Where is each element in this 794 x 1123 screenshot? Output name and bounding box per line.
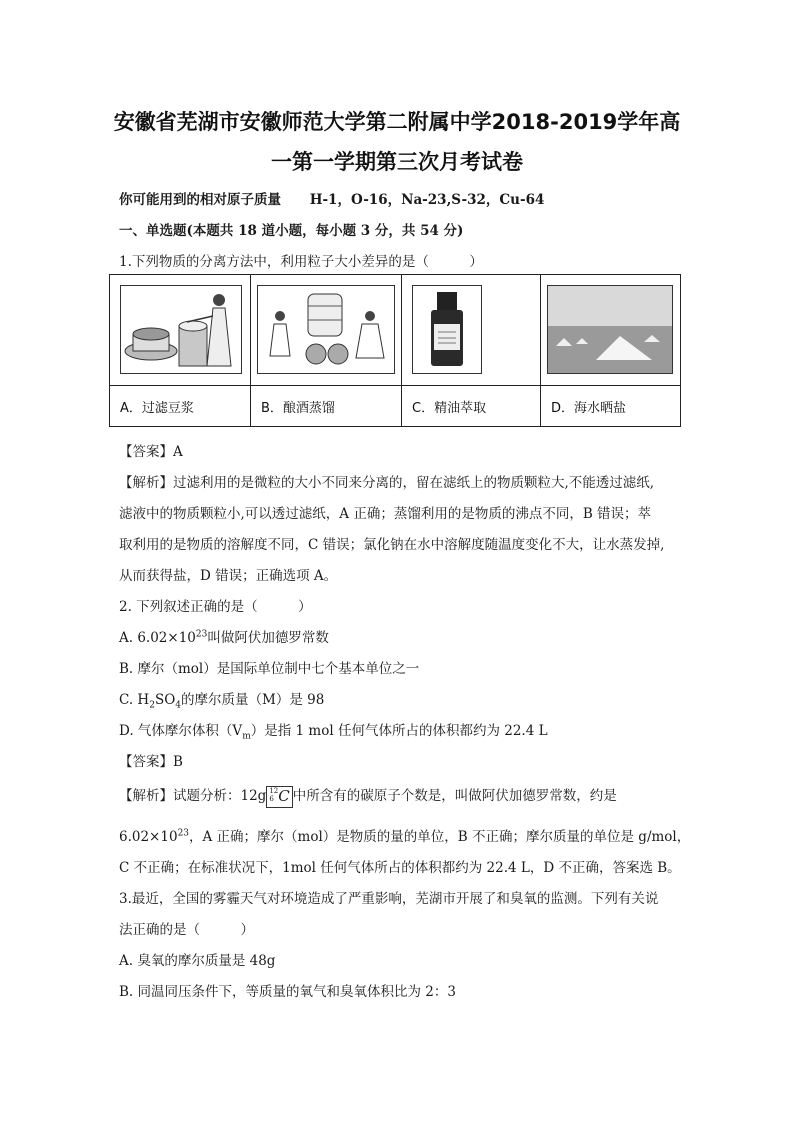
sea-salt-pans-image <box>547 285 673 374</box>
option-c-image-cell <box>402 275 541 386</box>
section-heading: 一、单选题(本题共 18 道小题，每小题 3 分，共 54 分) <box>119 223 464 239</box>
question-2-analysis-line: C 不正确；在标准状况下，1mol 任何气体所占的体积都约为 22.4 L，D 不正确，答案选 B。 <box>119 860 681 876</box>
question-1-analysis-line: 从而获得盐，D 错误；正确选项 A。 <box>119 568 338 584</box>
question-3-stem: 3.最近，全国的雾霾天气对环境造成了严重影响，芜湖市开展了和臭氧的监测。下列有关说 <box>119 891 659 907</box>
atomic-masses-label: 你可能用到的相对原子质量 <box>119 192 281 208</box>
question-2-option-c: C. $H_2SO_4$的摩尔质量（M）是 98 <box>119 692 325 711</box>
title-line-1: 安徽省芜湖市安徽师范大学第二附属中学2018-2019学年高 <box>113 110 681 134</box>
question-1-analysis-line: 【解析】过滤利用的是微粒的大小不同来分离的，留在滤纸上的物质颗粒大,不能透过滤纸, <box>119 475 655 491</box>
question-2-option-b: B. 摩尔（mol）是国际单位制中七个基本单位之一 <box>119 661 420 677</box>
question-1-stem: 1.下列物质的分离方法中，利用粒子大小差异的是（ ） <box>119 254 483 270</box>
option-d-image-cell <box>541 275 681 386</box>
essential-oil-bottle-image <box>412 285 482 374</box>
question-3-option-a: A. 臭氧的摩尔质量是 48g <box>119 953 276 969</box>
question-2-answer: 【答案】B <box>119 754 183 770</box>
question-2-analysis-line: 【解析】试题分析：12g 12 6 C 中所含有的碳原子个数是，叫做阿伏加德罗常数，约是 <box>119 784 617 808</box>
question-3-option-b: B. 同温同压条件下，等质量的氧气和臭氧体积比为 2：3 <box>119 984 456 1000</box>
question-2-analysis-line: $6.02\times 10^{23}$，A 正确；摩尔（mol）是物质的量的单位，B 不正确；摩尔质量的单位是 g/mol， <box>119 828 691 845</box>
question-2-option-d: D. 气体摩尔体积$(V_m)$是指 1 mol 任何气体所占的体积都约为 22.4 L <box>119 723 548 742</box>
option-c-label: C．精油萃取 <box>402 386 541 427</box>
option-b-label: B．酿酒蒸馏 <box>251 386 402 427</box>
title-line-2: 一第一学期第三次月考试卷 <box>271 150 523 174</box>
option-a-label: A．过滤豆浆 <box>110 386 251 427</box>
atomic-masses-values: H-1，O-16，Na-23,S-32，Cu-64 <box>309 192 545 208</box>
atomic-masses <box>119 188 544 208</box>
soy-milk-filtering-image <box>120 285 242 374</box>
question-1-answer: 【答案】A <box>119 444 183 460</box>
option-a-image-cell <box>110 275 251 386</box>
question-2-stem: 2. 下列叙述正确的是（ ） <box>119 599 312 615</box>
option-b-image-cell <box>251 275 402 386</box>
question-1-options-table <box>109 274 681 427</box>
question-1-analysis-line: 取利用的是物质的溶解度不同，C 错误；氯化钠在水中溶解度随温度变化不大，让水蒸发掉, <box>119 537 665 553</box>
question-2-option-a: A. $6.02\times 10^{23}$叫做阿伏加德罗常数 <box>119 629 329 646</box>
carbon-12-isotope-notation: 12 6 C <box>266 786 292 808</box>
question-3-stem: 法正确的是（ ） <box>119 922 254 938</box>
option-d-label: D．海水晒盐 <box>541 386 681 427</box>
question-1-analysis-line: 滤液中的物质颗粒小,可以透过滤纸，A 正确；蒸馏利用的是物质的沸点不同，B 错误；萃 <box>119 506 652 522</box>
distillation-image <box>257 285 395 374</box>
